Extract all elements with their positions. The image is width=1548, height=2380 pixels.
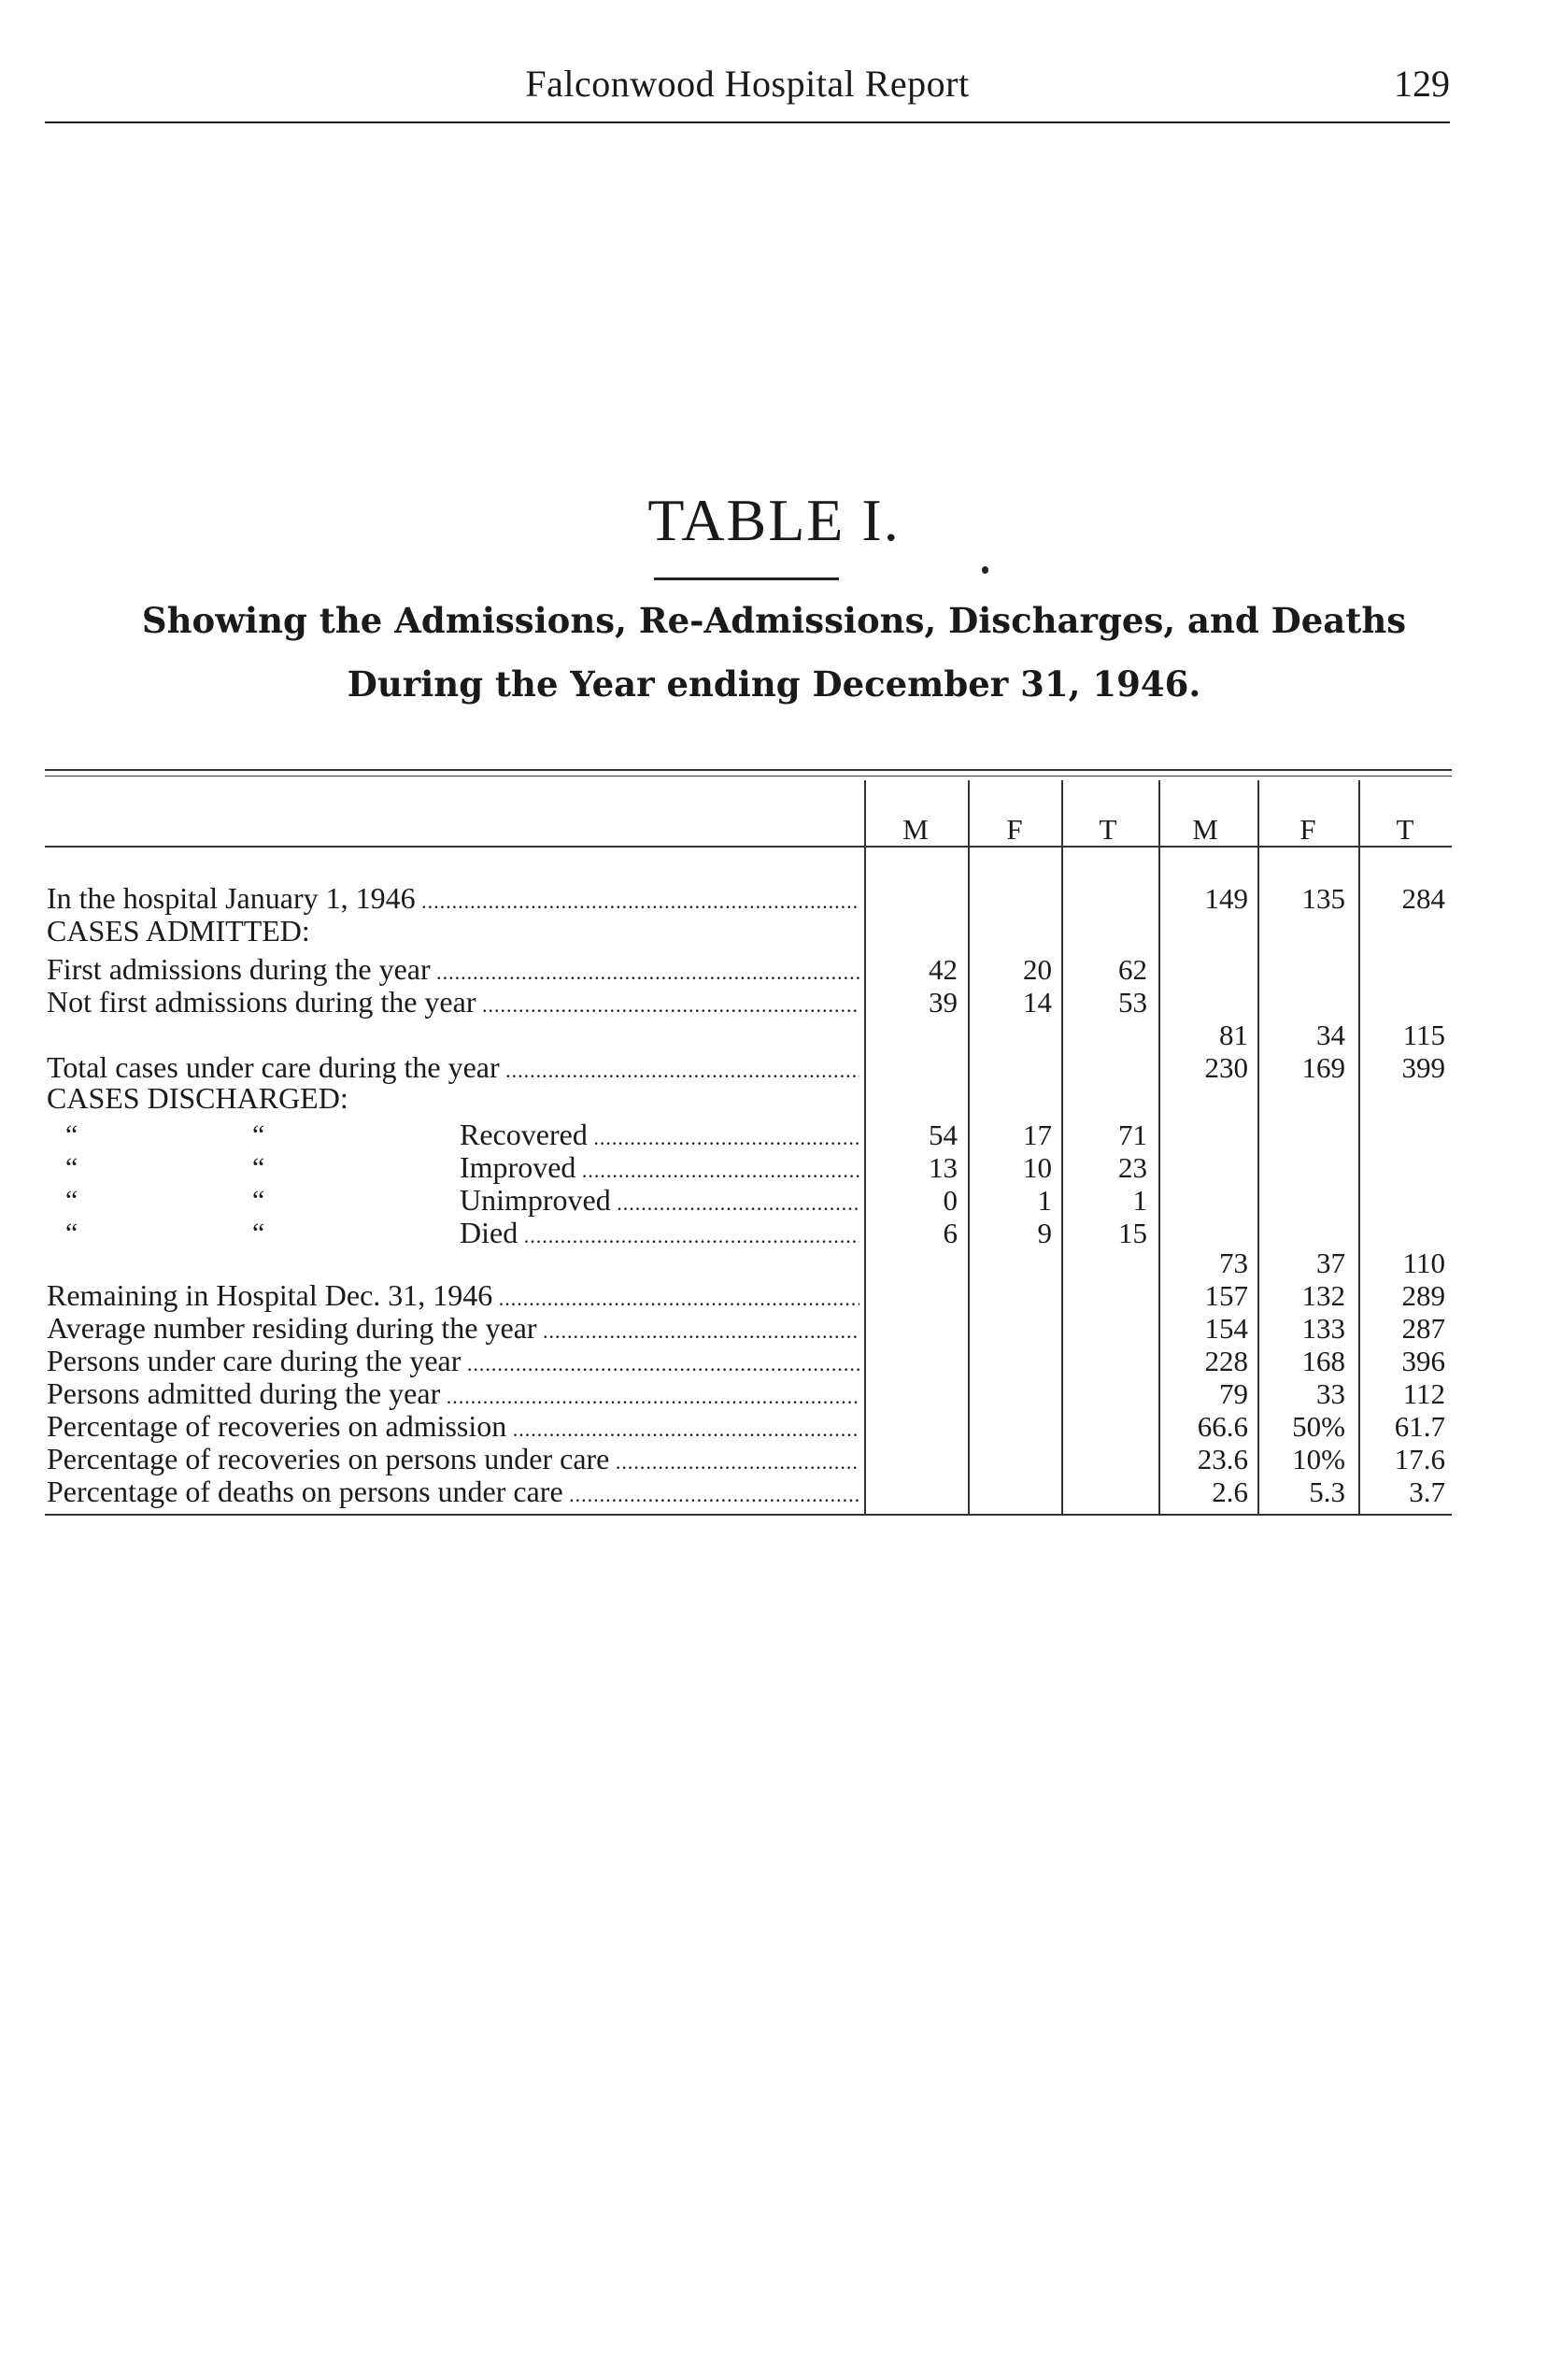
table-top-rule (45, 769, 1452, 771)
cell-f-total: 10% (1292, 1443, 1345, 1475)
cell-m: 13 (929, 1151, 958, 1184)
cell-t: 71 (1118, 1119, 1147, 1151)
table-row (0, 1019, 1548, 1051)
row-label: Unimproved ..... (460, 1184, 859, 1219)
cell-t-total: 399 (1401, 1051, 1445, 1084)
subtitle-line-2: During the Year ending December 31, 1946. (347, 663, 1201, 705)
table-row (0, 1279, 1548, 1312)
ditto-mark: “ (65, 1218, 78, 1248)
subtitle-line-1: Showing the Admissions, Re-Admissions, Discharges, and Deaths (141, 600, 1407, 641)
cell-f: 9 (1037, 1217, 1052, 1249)
cell-m-total: 230 (1204, 1051, 1248, 1084)
column-header-t: T (1099, 813, 1117, 846)
cell-m-total: 23.6 (1197, 1443, 1248, 1475)
cell-m-total: 81 (1219, 1019, 1248, 1051)
cell-t-total: 289 (1401, 1279, 1445, 1312)
cell-f: 10 (1023, 1151, 1052, 1184)
ditto-mark: “ (65, 1152, 78, 1183)
running-title: Falconwood Hospital Report (525, 63, 970, 105)
cell-f-total: 34 (1316, 1019, 1345, 1051)
cell-f-total: 133 (1301, 1312, 1345, 1345)
cell-m-total: 2.6 (1212, 1475, 1248, 1508)
ditto-mark: “ (65, 1119, 78, 1150)
cell-m: 54 (929, 1119, 958, 1151)
cell-t: 23 (1118, 1151, 1147, 1184)
table-row (0, 1082, 1548, 1115)
table-row (0, 1312, 1548, 1345)
cell-f-total: 132 (1301, 1279, 1345, 1312)
ditto-mark: “ (252, 1119, 265, 1150)
table-row (0, 1247, 1548, 1279)
table-row (0, 1151, 1548, 1184)
table-row (0, 986, 1548, 1019)
table-row (0, 915, 1548, 948)
ditto-mark: “ (65, 1185, 78, 1216)
cell-t: 15 (1118, 1217, 1147, 1249)
cell-m-total: 79 (1219, 1377, 1248, 1410)
cell-m-total: 228 (1204, 1345, 1248, 1377)
row-label: Average number residing during the year ..... (47, 1312, 859, 1347)
row-label: Died ..... (460, 1217, 859, 1252)
cell-f: 20 (1023, 953, 1052, 986)
column-header-m: M (902, 813, 929, 846)
cell-t: 1 (1132, 1184, 1147, 1217)
table-row (0, 1475, 1548, 1508)
table-row (0, 1184, 1548, 1217)
row-label: Not first admissions during the year ..... (47, 986, 859, 1021)
table-row (0, 882, 1548, 915)
column-header-m: M (1192, 813, 1218, 846)
cell-t-total: 287 (1401, 1312, 1445, 1345)
cell-m: 0 (943, 1184, 958, 1217)
cell-t-total: 112 (1402, 1377, 1445, 1410)
table-bottom-rule (45, 1514, 1452, 1516)
cell-f: 14 (1023, 986, 1052, 1019)
cell-f-total: 50% (1292, 1410, 1345, 1443)
cell-f-total: 37 (1316, 1247, 1345, 1279)
table-row (0, 1410, 1548, 1443)
cell-f: 17 (1023, 1119, 1052, 1151)
table-title: TABLE I. (647, 487, 901, 553)
table-row (0, 953, 1548, 986)
running-header (45, 62, 1450, 123)
cell-t-total: 115 (1402, 1019, 1445, 1051)
row-label: Persons admitted during the year ..... (47, 1377, 859, 1413)
cell-m-total: 154 (1204, 1312, 1248, 1345)
ditto-mark: “ (252, 1152, 265, 1183)
table-row (0, 1377, 1548, 1410)
cell-t-total: 396 (1401, 1345, 1445, 1377)
cell-t-total: 3.7 (1409, 1475, 1445, 1508)
cell-t-total: 17.6 (1394, 1443, 1445, 1475)
row-label: Remaining in Hospital Dec. 31, 1946 ..... (47, 1279, 859, 1315)
cell-t-total: 110 (1402, 1247, 1445, 1279)
ditto-mark: “ (252, 1185, 265, 1216)
cell-f-total: 5.3 (1309, 1475, 1345, 1508)
cell-m-total: 157 (1204, 1279, 1248, 1312)
cell-m: 42 (929, 953, 958, 986)
cell-f-total: 168 (1301, 1345, 1345, 1377)
page-number: 129 (1394, 63, 1450, 105)
cell-f-total: 33 (1316, 1377, 1345, 1410)
table-row (0, 1051, 1548, 1084)
cell-t: 62 (1118, 953, 1147, 986)
cell-m-total: 73 (1219, 1247, 1248, 1279)
row-label: Recovered ..... (460, 1119, 859, 1154)
cell-m: 39 (929, 986, 958, 1019)
row-label: Total cases under care during the year ..... (47, 1051, 859, 1087)
column-header-t: T (1396, 813, 1414, 846)
row-label: First admissions during the year ..... (47, 953, 859, 989)
row-label: Percentage of recoveries on admission ..... (47, 1410, 859, 1446)
table-row (0, 1119, 1548, 1151)
table-row (0, 1345, 1548, 1377)
row-label: Improved ..... (460, 1151, 859, 1187)
cell-f: 1 (1037, 1184, 1052, 1217)
row-label: Percentage of deaths on persons under care ..... (47, 1475, 859, 1511)
column-header-f: F (1006, 813, 1023, 846)
title-rule (654, 577, 839, 580)
ditto-mark: “ (252, 1218, 265, 1248)
cell-m: 6 (943, 1217, 958, 1249)
cell-m-total: 66.6 (1197, 1410, 1248, 1443)
cell-t-total: 284 (1401, 882, 1445, 915)
table-row (0, 1443, 1548, 1475)
section-label: CASES DISCHARGED: (47, 1082, 348, 1115)
cell-f-total: 169 (1301, 1051, 1345, 1084)
column-header-f: F (1299, 813, 1316, 846)
cell-t: 53 (1118, 986, 1147, 1019)
row-label: Percentage of recoveries on persons under care ..... (47, 1443, 859, 1478)
row-label: In the hospital January 1, 1946 ..... (47, 882, 859, 918)
cell-f-total: 135 (1301, 882, 1345, 915)
title-dot (982, 566, 988, 574)
table-row (0, 1217, 1548, 1249)
cell-t-total: 61.7 (1394, 1410, 1445, 1443)
cell-m-total: 149 (1204, 882, 1248, 915)
section-label: CASES ADMITTED: (47, 915, 310, 948)
table-top-rule-inner (45, 776, 1452, 777)
row-label: Persons under care during the year ..... (47, 1345, 859, 1380)
